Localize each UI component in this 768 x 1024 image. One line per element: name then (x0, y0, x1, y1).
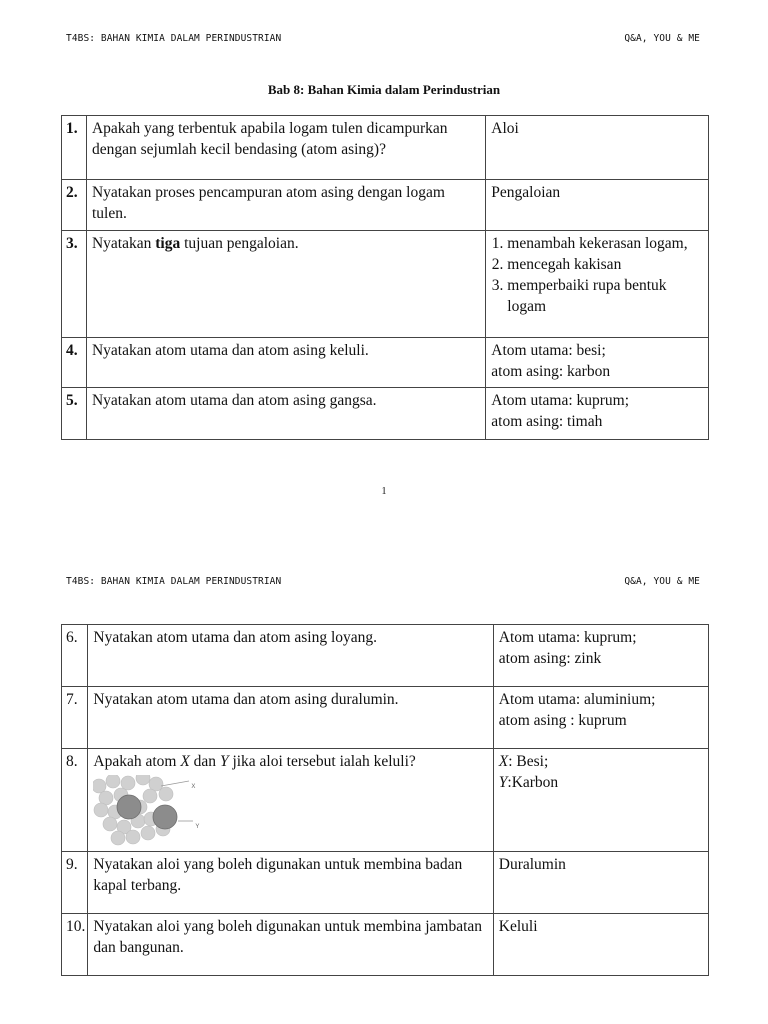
row-number: 9. (62, 852, 88, 914)
table-row (62, 231, 709, 338)
variable-x: X (498, 753, 509, 770)
table-row (62, 852, 709, 914)
question-text-pre: Apakah atom (93, 753, 177, 770)
answer-line: Atom utama: kuprum; (491, 392, 630, 409)
question-text-pre: Nyatakan (91, 235, 152, 252)
answer-line (499, 751, 703, 772)
page-header (66, 33, 700, 44)
list-item: 3. memperbaiki rupa bentuk logam (507, 275, 703, 317)
row-number: 2. (62, 180, 87, 231)
table-row (62, 116, 709, 180)
question-cell (88, 749, 493, 852)
answer-text (486, 388, 709, 440)
row-number: 8. (62, 749, 88, 852)
row-number: 4. (62, 338, 87, 388)
answer-text (493, 749, 708, 852)
answer-text (493, 625, 708, 687)
answer-line: Atom utama: aluminium; (498, 691, 656, 708)
row-number: 3. (62, 231, 87, 338)
question-text: Nyatakan atom utama dan atom asing duralumin. (88, 687, 493, 749)
question-text-post: tujuan pengaloian. (184, 235, 299, 252)
question-text: Nyatakan atom utama dan atom asing loyang. (88, 625, 493, 687)
question-text (93, 751, 487, 772)
question-text: Nyatakan aloi yang boleh digunakan untuk membina badan kapal terbang. (88, 852, 493, 914)
table-row (62, 749, 709, 852)
page-header (66, 576, 700, 587)
row-number: 6. (62, 625, 88, 687)
answer-line: atom asing: karbon (491, 363, 611, 380)
table-row (62, 180, 709, 231)
row-number: 5. (62, 388, 87, 440)
figure-label-y: Y (195, 824, 200, 830)
figure-label-x: X (191, 784, 196, 790)
answer-text: Pengaloian (486, 180, 709, 231)
answer-text: Duralumin (493, 852, 708, 914)
answer-list-cell (486, 231, 709, 338)
question-text (86, 231, 485, 338)
label-x-leader (161, 781, 189, 786)
chapter-title: Bab 8: Bahan Kimia dalam Perindustrian (267, 82, 501, 97)
answer-line: Atom utama: kuprum; (498, 629, 637, 646)
question-text: Nyatakan aloi yang boleh digunakan untuk membina jambatan dan bangunan. (88, 914, 493, 976)
answer-text (486, 338, 709, 388)
question-text: Nyatakan atom utama dan atom asing gangsa. (86, 388, 485, 440)
header-left: T4BS: BAHAN KIMIA DALAM PERINDUSTRIAN (66, 576, 282, 587)
table-row (62, 625, 709, 687)
answer-line (499, 772, 703, 793)
answer-text: Keluli (493, 914, 708, 976)
answer-line: atom asing : kuprum (498, 712, 627, 729)
row-number: 7. (62, 687, 88, 749)
table-row (62, 338, 709, 388)
header-right: Q&A, YOU & ME (624, 576, 700, 587)
variable-y: Y (498, 774, 508, 791)
answer-list (491, 233, 703, 317)
answer-line: atom asing: timah (491, 413, 603, 430)
question-text-post: jika aloi tersebut ialah keluli? (232, 753, 416, 770)
answer-line: atom asing: zink (498, 650, 602, 667)
answer-y: :Karbon (507, 774, 559, 791)
answer-line: Atom utama: besi; (491, 342, 606, 359)
answer-x: : Besi; (508, 753, 549, 770)
question-text-bold: tiga (155, 235, 181, 252)
row-number: 10. (62, 914, 88, 976)
variable-y: Y (219, 753, 229, 770)
table-row (62, 388, 709, 440)
answer-text: Aloi (486, 116, 709, 180)
list-item: 1. menambah kekerasan logam, (507, 233, 703, 254)
list-item: 2. mencegah kakisan (507, 254, 703, 275)
table-row (62, 914, 709, 976)
answer-text (493, 687, 708, 749)
question-text-mid: dan (193, 753, 217, 770)
qa-table-1 (61, 115, 709, 440)
variable-x: X (180, 753, 190, 770)
alloy-atom-diagram (93, 775, 211, 847)
header-right: Q&A, YOU & ME (624, 33, 700, 44)
question-text: Apakah yang terbentuk apabila logam tulen dicampurkan dengan sejumlah kecil bendasing (atom asing)? (86, 116, 485, 180)
question-text: Nyatakan proses pencampuran atom asing dengan logam tulen. (86, 180, 485, 231)
question-text: Nyatakan atom utama dan atom asing keluli. (86, 338, 485, 388)
page-number: 1 (381, 486, 387, 497)
qa-table-2 (61, 624, 709, 976)
header-left: T4BS: BAHAN KIMIA DALAM PERINDUSTRIAN (66, 33, 282, 44)
row-number: 1. (62, 116, 87, 180)
table-row (62, 687, 709, 749)
